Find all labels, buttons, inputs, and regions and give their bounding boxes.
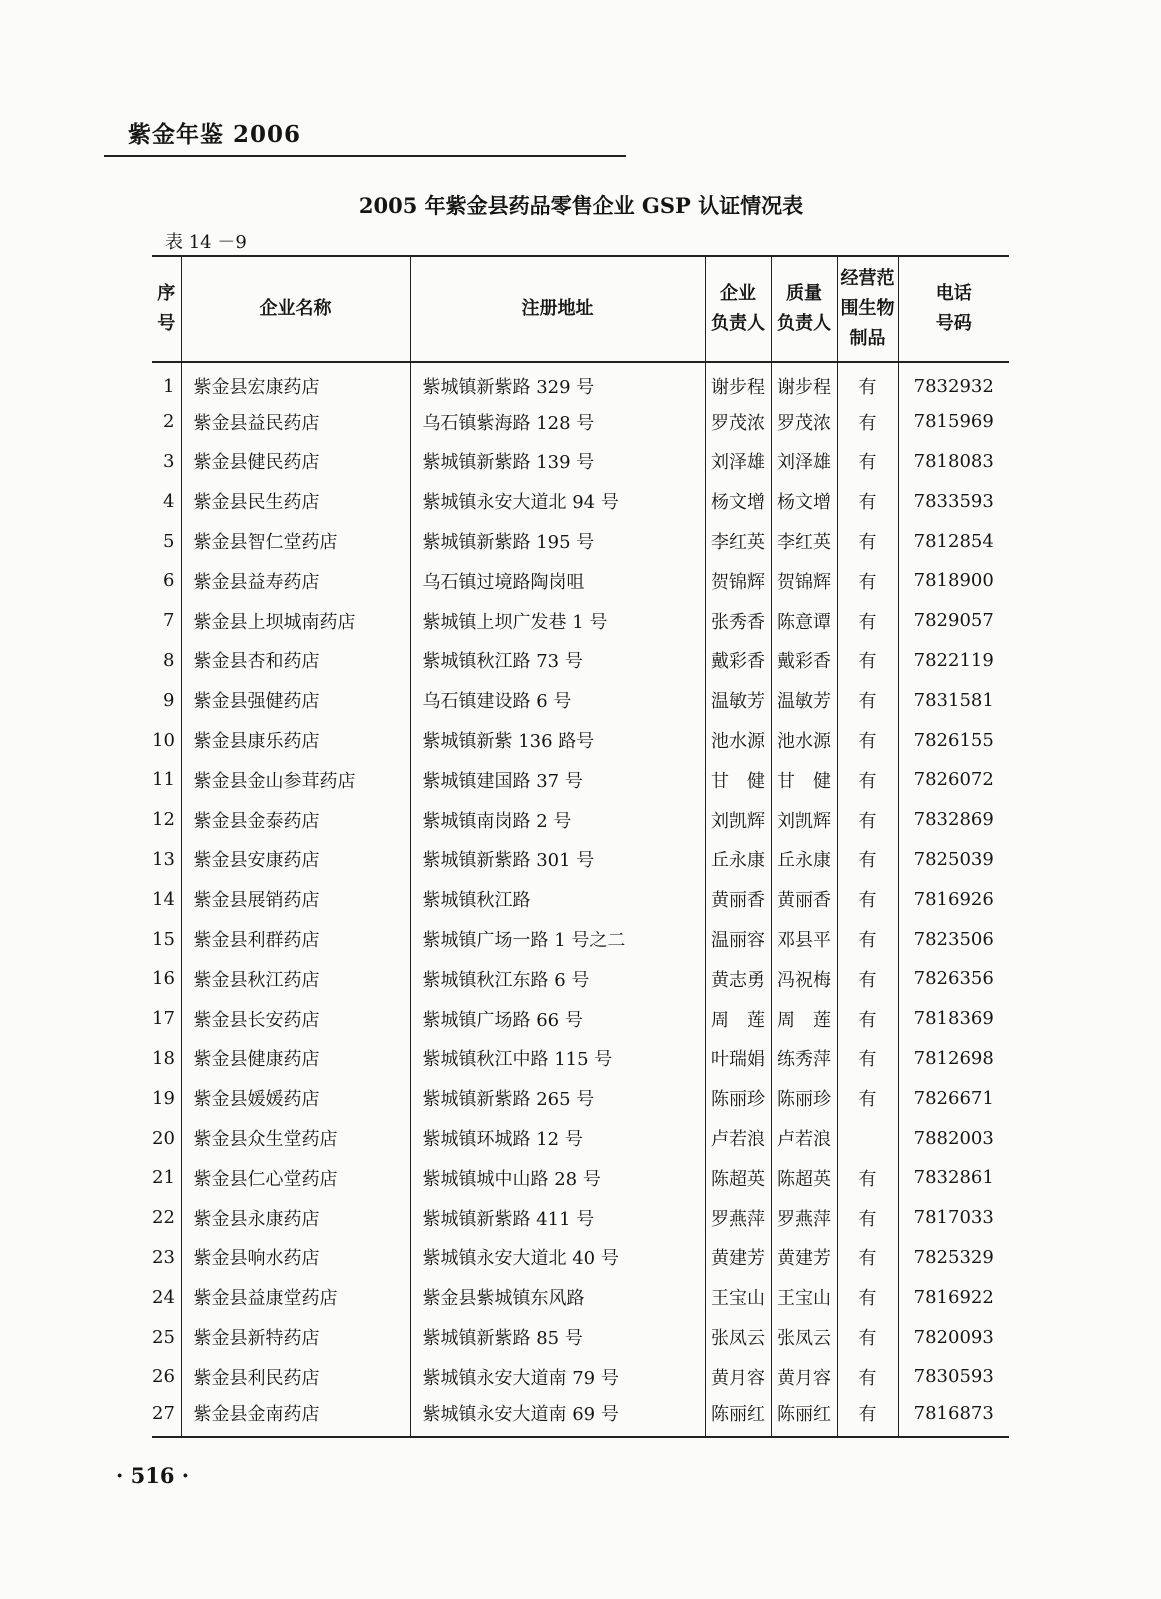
table-row bbox=[152, 919, 1009, 959]
enterprise-manager-cell: 戴彩香 bbox=[705, 641, 771, 681]
page-number: · 516 · bbox=[116, 1463, 190, 1488]
quality-manager-cell: 王宝山 bbox=[771, 1277, 837, 1317]
row-number-cell: 9 bbox=[163, 689, 175, 711]
biologics-scope-cell: 有 bbox=[837, 959, 898, 999]
col-header-bio: 经营范 围生物 制品 bbox=[837, 256, 898, 362]
quality-manager-cell: 罗燕萍 bbox=[771, 1198, 837, 1238]
enterprise-name-cell: 紫金县仁心堂药店 bbox=[181, 1158, 410, 1198]
table-row bbox=[152, 840, 1009, 880]
quality-manager-cell: 罗茂浓 bbox=[771, 402, 837, 442]
registered-address-cell: 紫城镇新紫路 329 号 bbox=[410, 362, 705, 402]
enterprise-manager-cell: 甘 健 bbox=[705, 760, 771, 800]
table-row bbox=[152, 402, 1009, 442]
row-number-cell: 6 bbox=[163, 570, 175, 592]
enterprise-name-cell: 紫金县利群药店 bbox=[181, 919, 410, 959]
quality-manager-cell: 杨文增 bbox=[771, 481, 837, 521]
phone-number-cell: 7826155 bbox=[898, 720, 1009, 760]
enterprise-manager-cell: 池水源 bbox=[705, 720, 771, 760]
table-row bbox=[152, 1078, 1009, 1118]
quality-manager-cell: 谢步程 bbox=[771, 362, 837, 402]
gsp-table-container bbox=[152, 255, 1009, 1438]
col-header-tel: 电话 号码 bbox=[898, 256, 1009, 362]
phone-number-cell: 7830593 bbox=[898, 1357, 1009, 1397]
enterprise-name-cell: 紫金县智仁堂药店 bbox=[181, 521, 410, 561]
row-number-cell: 26 bbox=[152, 1366, 175, 1388]
table-row bbox=[152, 720, 1009, 760]
biologics-scope-cell: 有 bbox=[837, 800, 898, 840]
registered-address-cell: 紫城镇环城路 12 号 bbox=[410, 1118, 705, 1158]
biologics-scope-cell: 有 bbox=[837, 561, 898, 601]
row-number-cell: 18 bbox=[152, 1047, 175, 1069]
phone-number-cell: 7818900 bbox=[898, 561, 1009, 601]
phone-number-cell: 7825039 bbox=[898, 840, 1009, 880]
biologics-scope-cell: 有 bbox=[837, 442, 898, 482]
registered-address-cell: 紫城镇新紫路 139 号 bbox=[410, 442, 705, 482]
enterprise-name-cell: 紫金县康乐药店 bbox=[181, 720, 410, 760]
col-header-name: 企业名称 bbox=[181, 256, 410, 362]
table-row bbox=[152, 1238, 1009, 1278]
row-number-cell: 11 bbox=[152, 769, 175, 791]
quality-manager-cell: 邓县平 bbox=[771, 919, 837, 959]
enterprise-manager-cell: 黄丽香 bbox=[705, 879, 771, 919]
phone-number-cell: 7818369 bbox=[898, 999, 1009, 1039]
table-row bbox=[152, 601, 1009, 641]
biologics-scope-cell: 有 bbox=[837, 879, 898, 919]
col-header-no: 序 号 bbox=[152, 256, 181, 362]
row-number-cell: 10 bbox=[152, 729, 175, 751]
table-row bbox=[152, 1397, 1009, 1437]
enterprise-name-cell: 紫金县金南药店 bbox=[181, 1397, 410, 1437]
table-row bbox=[152, 442, 1009, 482]
registered-address-cell: 紫城镇永安大道南 69 号 bbox=[410, 1397, 705, 1437]
enterprise-manager-cell: 张秀香 bbox=[705, 601, 771, 641]
quality-manager-cell: 陈丽珍 bbox=[771, 1078, 837, 1118]
quality-manager-cell: 黄月容 bbox=[771, 1357, 837, 1397]
registered-address-cell: 乌石镇过境路陶岗咀 bbox=[410, 561, 705, 601]
phone-number-cell: 7832869 bbox=[898, 800, 1009, 840]
biologics-scope-cell: 有 bbox=[837, 1158, 898, 1198]
registered-address-cell: 紫城镇永安大道南 79 号 bbox=[410, 1357, 705, 1397]
table-row bbox=[152, 999, 1009, 1039]
table-row bbox=[152, 362, 1009, 402]
table-row bbox=[152, 1118, 1009, 1158]
enterprise-manager-cell: 刘凯辉 bbox=[705, 800, 771, 840]
phone-number-cell: 7832861 bbox=[898, 1158, 1009, 1198]
enterprise-name-cell: 紫金县秋江药店 bbox=[181, 959, 410, 999]
biologics-scope-cell: 有 bbox=[837, 760, 898, 800]
col-header-address: 注册地址 bbox=[410, 256, 705, 362]
biologics-scope-cell: 有 bbox=[837, 641, 898, 681]
quality-manager-cell: 贺锦辉 bbox=[771, 561, 837, 601]
registered-address-cell: 紫城镇新紫路 85 号 bbox=[410, 1317, 705, 1357]
row-number-cell: 14 bbox=[152, 888, 175, 910]
biologics-scope-cell: 有 bbox=[837, 919, 898, 959]
table-row bbox=[152, 879, 1009, 919]
registered-address-cell: 紫城镇秋江路 bbox=[410, 879, 705, 919]
biologics-scope-cell: 有 bbox=[837, 1277, 898, 1317]
biologics-scope-cell: 有 bbox=[837, 521, 898, 561]
biologics-scope-cell: 有 bbox=[837, 720, 898, 760]
registered-address-cell: 紫城镇建国路 37 号 bbox=[410, 760, 705, 800]
row-number-cell: 20 bbox=[152, 1127, 175, 1149]
registered-address-cell: 紫城镇新紫路 301 号 bbox=[410, 840, 705, 880]
phone-number-cell: 7825329 bbox=[898, 1238, 1009, 1278]
quality-manager-cell: 卢若浪 bbox=[771, 1118, 837, 1158]
enterprise-name-cell: 紫金县永康药店 bbox=[181, 1198, 410, 1238]
table-row bbox=[152, 800, 1009, 840]
enterprise-name-cell: 紫金县民生药店 bbox=[181, 481, 410, 521]
biologics-scope-cell: 有 bbox=[837, 402, 898, 442]
enterprise-manager-cell: 温敏芳 bbox=[705, 680, 771, 720]
phone-number-cell: 7816873 bbox=[898, 1397, 1009, 1437]
quality-manager-cell: 刘凯辉 bbox=[771, 800, 837, 840]
quality-manager-cell: 陈超英 bbox=[771, 1158, 837, 1198]
quality-manager-cell: 池水源 bbox=[771, 720, 837, 760]
registered-address-cell: 紫城镇新紫路 195 号 bbox=[410, 521, 705, 561]
row-number-cell: 27 bbox=[152, 1397, 181, 1437]
biologics-scope-cell: 有 bbox=[837, 1039, 898, 1079]
table-row bbox=[152, 1317, 1009, 1357]
row-number-cell: 24 bbox=[152, 1286, 175, 1308]
phone-number-cell: 7812854 bbox=[898, 521, 1009, 561]
enterprise-name-cell: 紫金县强健药店 bbox=[181, 680, 410, 720]
row-number-cell: 17 bbox=[152, 1008, 175, 1030]
registered-address-cell: 紫城镇秋江路 73 号 bbox=[410, 641, 705, 681]
enterprise-manager-cell: 陈丽红 bbox=[705, 1397, 771, 1437]
phone-number-cell: 7833593 bbox=[898, 481, 1009, 521]
quality-manager-cell: 陈丽红 bbox=[771, 1397, 837, 1437]
enterprise-manager-cell: 贺锦辉 bbox=[705, 561, 771, 601]
row-number-cell: 23 bbox=[152, 1246, 175, 1268]
row-number-cell: 8 bbox=[163, 649, 175, 671]
biologics-scope-cell: 有 bbox=[837, 1357, 898, 1397]
table-header-row bbox=[152, 256, 1009, 362]
registered-address-cell: 紫城镇新紫 136 路号 bbox=[410, 720, 705, 760]
quality-manager-cell: 周 莲 bbox=[771, 999, 837, 1039]
quality-manager-cell: 温敏芳 bbox=[771, 680, 837, 720]
quality-manager-cell: 戴彩香 bbox=[771, 641, 837, 681]
registered-address-cell: 紫城镇秋江中路 115 号 bbox=[410, 1039, 705, 1079]
registered-address-cell: 紫城镇上坝广发巷 1 号 bbox=[410, 601, 705, 641]
table-number: 表 14 －9 bbox=[165, 232, 247, 253]
quality-manager-cell: 黄建芳 bbox=[771, 1238, 837, 1278]
phone-number-cell: 7823506 bbox=[898, 919, 1009, 959]
row-number-cell: 2 bbox=[163, 411, 175, 433]
row-number-cell: 16 bbox=[152, 968, 175, 990]
enterprise-name-cell: 紫金县益寿药店 bbox=[181, 561, 410, 601]
enterprise-name-cell: 紫金县新特药店 bbox=[181, 1317, 410, 1357]
table-row bbox=[152, 561, 1009, 601]
registered-address-cell: 紫城镇南岗路 2 号 bbox=[410, 800, 705, 840]
registered-address-cell: 紫城镇新紫路 411 号 bbox=[410, 1198, 705, 1238]
enterprise-name-cell: 紫金县益民药店 bbox=[181, 402, 410, 442]
phone-number-cell: 7812698 bbox=[898, 1039, 1009, 1079]
quality-manager-cell: 黄丽香 bbox=[771, 879, 837, 919]
enterprise-name-cell: 紫金县利民药店 bbox=[181, 1357, 410, 1397]
biologics-scope-cell: 有 bbox=[837, 999, 898, 1039]
table-row bbox=[152, 481, 1009, 521]
biologics-scope-cell: 有 bbox=[837, 840, 898, 880]
enterprise-name-cell: 紫金县展销药店 bbox=[181, 879, 410, 919]
phone-number-cell: 7832932 bbox=[898, 362, 1009, 402]
enterprise-name-cell: 紫金县健民药店 bbox=[181, 442, 410, 482]
registered-address-cell: 乌石镇建设路 6 号 bbox=[410, 680, 705, 720]
enterprise-manager-cell: 谢步程 bbox=[705, 362, 771, 402]
enterprise-manager-cell: 周 莲 bbox=[705, 999, 771, 1039]
row-number-cell: 25 bbox=[152, 1326, 175, 1348]
enterprise-manager-cell: 温丽容 bbox=[705, 919, 771, 959]
biologics-scope-cell: 有 bbox=[837, 680, 898, 720]
enterprise-manager-cell: 卢若浪 bbox=[705, 1118, 771, 1158]
table-title: 2005 年紫金县药品零售企业 GSP 认证情况表 bbox=[358, 193, 804, 218]
quality-manager-cell: 李红英 bbox=[771, 521, 837, 561]
biologics-scope-cell: 有 bbox=[837, 1397, 898, 1437]
col-header-manager: 企业 负责人 bbox=[705, 256, 771, 362]
biologics-scope-cell: 有 bbox=[837, 1238, 898, 1278]
phone-number-cell: 7831581 bbox=[898, 680, 1009, 720]
biologics-scope-cell: 有 bbox=[837, 1198, 898, 1238]
phone-number-cell: 7822119 bbox=[898, 641, 1009, 681]
table-row bbox=[152, 1277, 1009, 1317]
phone-number-cell: 7882003 bbox=[898, 1118, 1009, 1158]
biologics-scope-cell: 有 bbox=[837, 601, 898, 641]
registered-address-cell: 紫城镇秋江东路 6 号 bbox=[410, 959, 705, 999]
biologics-scope-cell bbox=[837, 1118, 898, 1158]
table-row bbox=[152, 760, 1009, 800]
registered-address-cell: 紫城镇永安大道北 40 号 bbox=[410, 1238, 705, 1278]
enterprise-manager-cell: 刘泽雄 bbox=[705, 442, 771, 482]
phone-number-cell: 7829057 bbox=[898, 601, 1009, 641]
row-number-cell: 5 bbox=[163, 530, 175, 552]
table-row bbox=[152, 1198, 1009, 1238]
phone-number-cell: 7820093 bbox=[898, 1317, 1009, 1357]
enterprise-name-cell: 紫金县金泰药店 bbox=[181, 800, 410, 840]
enterprise-name-cell: 紫金县宏康药店 bbox=[181, 362, 410, 402]
quality-manager-cell: 练秀萍 bbox=[771, 1039, 837, 1079]
row-number-cell: 4 bbox=[163, 490, 175, 512]
enterprise-name-cell: 紫金县众生堂药店 bbox=[181, 1118, 410, 1158]
phone-number-cell: 7826072 bbox=[898, 760, 1009, 800]
registered-address-cell: 紫城镇广场一路 1 号之二 bbox=[410, 919, 705, 959]
biologics-scope-cell: 有 bbox=[837, 481, 898, 521]
registered-address-cell: 紫城镇广场路 66 号 bbox=[410, 999, 705, 1039]
registered-address-cell: 紫城镇城中山路 28 号 bbox=[410, 1158, 705, 1198]
enterprise-manager-cell: 黄志勇 bbox=[705, 959, 771, 999]
enterprise-manager-cell: 李红英 bbox=[705, 521, 771, 561]
registered-address-cell: 乌石镇紫海路 128 号 bbox=[410, 402, 705, 442]
row-number-cell: 12 bbox=[152, 809, 175, 831]
running-header: 紫金年鉴 2006 bbox=[128, 121, 302, 148]
table-row bbox=[152, 1357, 1009, 1397]
quality-manager-cell: 冯祝梅 bbox=[771, 959, 837, 999]
phone-number-cell: 7826356 bbox=[898, 959, 1009, 999]
gsp-certification-table bbox=[152, 255, 1009, 1438]
enterprise-name-cell: 紫金县媛媛药店 bbox=[181, 1078, 410, 1118]
table-row bbox=[152, 1039, 1009, 1079]
table-row bbox=[152, 959, 1009, 999]
phone-number-cell: 7816922 bbox=[898, 1277, 1009, 1317]
enterprise-name-cell: 紫金县健康药店 bbox=[181, 1039, 410, 1079]
quality-manager-cell: 刘泽雄 bbox=[771, 442, 837, 482]
enterprise-manager-cell: 陈超英 bbox=[705, 1158, 771, 1198]
table-body bbox=[152, 362, 1009, 1437]
quality-manager-cell: 张凤云 bbox=[771, 1317, 837, 1357]
registered-address-cell: 紫城镇新紫路 265 号 bbox=[410, 1078, 705, 1118]
row-number-cell: 3 bbox=[163, 450, 175, 472]
phone-number-cell: 7815969 bbox=[898, 402, 1009, 442]
enterprise-name-cell: 紫金县杏和药店 bbox=[181, 641, 410, 681]
enterprise-manager-cell: 王宝山 bbox=[705, 1277, 771, 1317]
phone-number-cell: 7817033 bbox=[898, 1198, 1009, 1238]
phone-number-cell: 7818083 bbox=[898, 442, 1009, 482]
row-number-cell: 7 bbox=[163, 610, 175, 632]
enterprise-name-cell: 紫金县安康药店 bbox=[181, 840, 410, 880]
quality-manager-cell: 甘 健 bbox=[771, 760, 837, 800]
enterprise-name-cell: 紫金县响水药店 bbox=[181, 1238, 410, 1278]
table-row bbox=[152, 1158, 1009, 1198]
enterprise-manager-cell: 黄建芳 bbox=[705, 1238, 771, 1278]
enterprise-manager-cell: 黄月容 bbox=[705, 1357, 771, 1397]
table-row bbox=[152, 521, 1009, 561]
registered-address-cell: 紫金县紫城镇东风路 bbox=[410, 1277, 705, 1317]
enterprise-manager-cell: 罗燕萍 bbox=[705, 1198, 771, 1238]
biologics-scope-cell: 有 bbox=[837, 1317, 898, 1357]
biologics-scope-cell: 有 bbox=[837, 362, 898, 402]
row-number-cell: 15 bbox=[152, 928, 175, 950]
enterprise-manager-cell: 丘永康 bbox=[705, 840, 771, 880]
table-row bbox=[152, 680, 1009, 720]
row-number-cell: 21 bbox=[152, 1167, 175, 1189]
row-number-cell: 13 bbox=[152, 848, 175, 870]
enterprise-manager-cell: 罗茂浓 bbox=[705, 402, 771, 442]
row-number-cell: 22 bbox=[152, 1207, 175, 1229]
enterprise-manager-cell: 杨文增 bbox=[705, 481, 771, 521]
enterprise-name-cell: 紫金县长安药店 bbox=[181, 999, 410, 1039]
enterprise-manager-cell: 叶瑞娟 bbox=[705, 1039, 771, 1079]
row-number-cell: 19 bbox=[152, 1087, 175, 1109]
quality-manager-cell: 陈意谭 bbox=[771, 601, 837, 641]
enterprise-name-cell: 紫金县益康堂药店 bbox=[181, 1277, 410, 1317]
biologics-scope-cell: 有 bbox=[837, 1078, 898, 1118]
enterprise-name-cell: 紫金县金山参茸药店 bbox=[181, 760, 410, 800]
col-header-quality: 质量 负责人 bbox=[771, 256, 837, 362]
row-number-cell: 1 bbox=[163, 375, 175, 397]
enterprise-manager-cell: 张凤云 bbox=[705, 1317, 771, 1357]
registered-address-cell: 紫城镇永安大道北 94 号 bbox=[410, 481, 705, 521]
quality-manager-cell: 丘永康 bbox=[771, 840, 837, 880]
phone-number-cell: 7816926 bbox=[898, 879, 1009, 919]
table-row bbox=[152, 641, 1009, 681]
header-rule bbox=[104, 155, 626, 157]
phone-number-cell: 7826671 bbox=[898, 1078, 1009, 1118]
enterprise-name-cell: 紫金县上坝城南药店 bbox=[181, 601, 410, 641]
enterprise-manager-cell: 陈丽珍 bbox=[705, 1078, 771, 1118]
